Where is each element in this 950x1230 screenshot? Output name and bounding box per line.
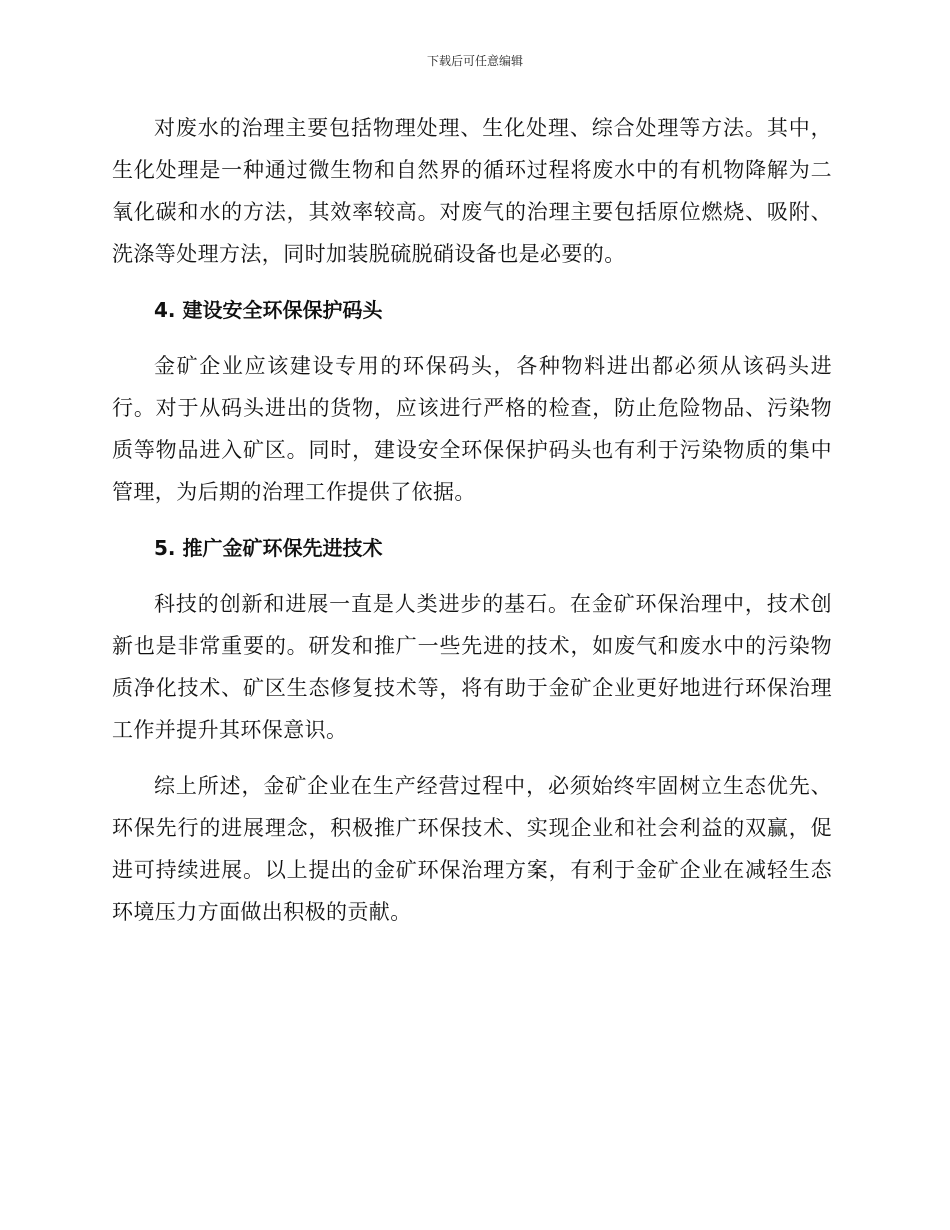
paragraph-wastewater-treatment: 对废水的治理主要包括物理处理、生化处理、综合处理等方法。其中，生化处理是一种通过微生物和自然界的循环过程将废水中的有机物降解为二氧化碳和水的方法，其效率较高。对废气的治理主要包括原位燃烧、吸附、洗涤等处理方法，同时加装脱硫脱硝设备也是必要的。 [112,116,832,266]
page-header: 下载后可任意编辑 [426,54,523,68]
paragraph-environmental-dock: 金矿企业应该建设专用的环保码头，各种物料进出都必须从该码头进行。对于从码头进出的货物，应该进行严格的检查，防止危险物品、污染物质等物品进入矿区。同时，建设安全环保保护码头也有利于污染物质的集中管理，为后期的治理工作提供了依据。 [112,354,832,504]
section-heading-4: 4. 建设安全环保保护码头 [154,298,383,322]
paragraph-advanced-technology: 科技的创新和进展一直是人类进步的基石。在金矿环保治理中，技术创新也是非常重要的。研发和推广一些先进的技术，如废气和废水中的污染物质净化技术、矿区生态修复技术等，将有助于金矿企业更好地进行环保治理工作并提升其环保意识。 [112,592,832,742]
document-body [112,107,832,947]
paragraph-conclusion: 综上所述，金矿企业在生产经营过程中，必须始终牢固树立生态优先、环保先行的进展理念，积极推广环保技术、实现企业和社会利益的双赢，促进可持续进展。以上提出的金矿环保治理方案，有利于金矿企业在减轻生态环境压力方面做出积极的贡献。 [112,774,832,924]
section-heading-5: 5. 推广金矿环保先进技术 [154,536,383,560]
